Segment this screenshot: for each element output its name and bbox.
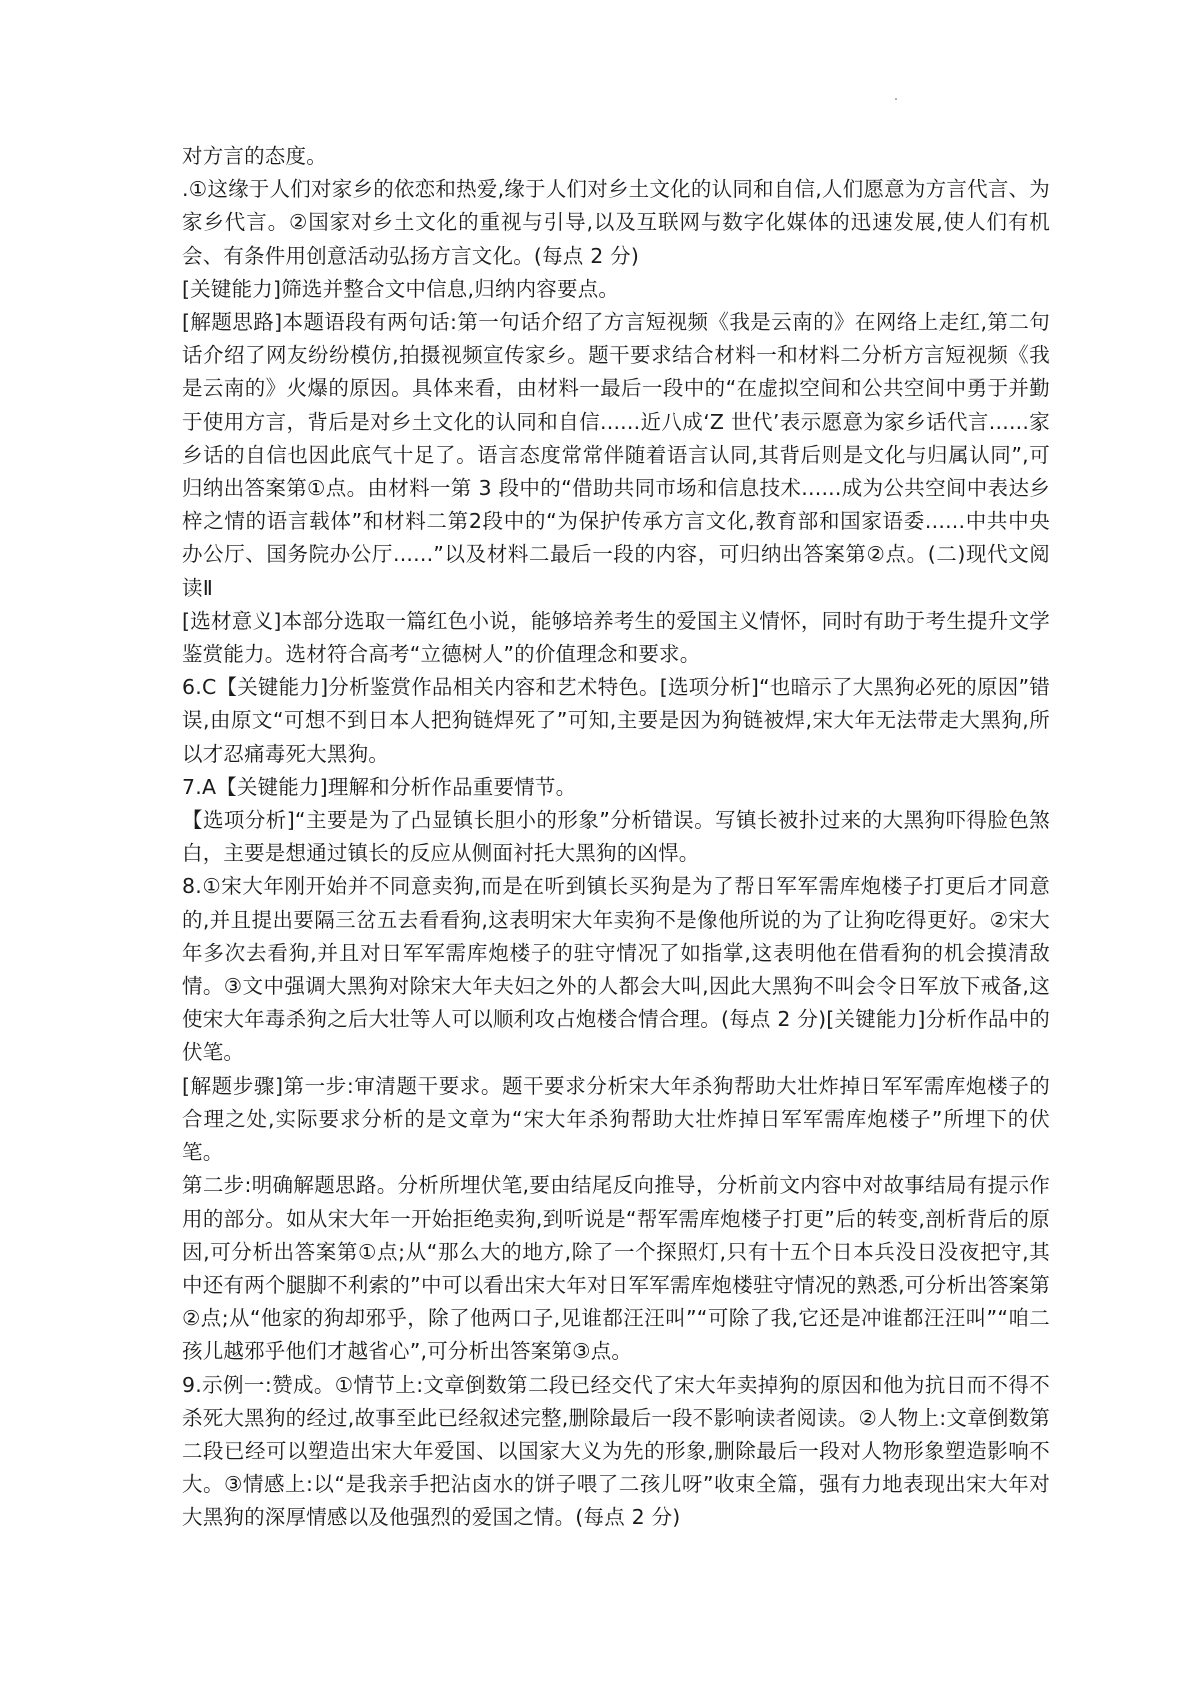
paragraph-8: 【选项分析]“主要是为了凸显镇长胆小的形象”分析错误。写镇长被扑过来的大黑狗吓得脸色煞白，主要是想通过镇长的反应从侧面衬托大黑狗的凶悍。 bbox=[182, 808, 1050, 866]
paragraph-5: [选材意义]本部分选取一篇红色小说，能够培养考生的爱国主义情怀，同时有助于考生提升文学鉴赏能力。选材符合高考“立德树人”的价值理念和要求。 bbox=[182, 608, 1050, 667]
paragraph-3: [关键能力]筛选并整合文中信息,归纳内容要点。 bbox=[182, 276, 620, 301]
paragraph-6: 6.C【关键能力]分析鉴赏作品相关内容和艺术特色。[选项分析]“也暗示了大黑狗必死的原因”错误,由原文“可想不到日本人把狗链焊死了”可知,主要是因为狗链被焊,宋大年无法带走大黑狗,所以才忍痛毒死大黑狗。 bbox=[182, 675, 1050, 766]
scan-speck bbox=[895, 98, 897, 100]
paragraph-7: 7.A【关键能力]理解和分析作品重要情节。 bbox=[182, 774, 577, 799]
paragraph-10: [解题步骤]第一步:审清题干要求。题干要求分析宋大年杀狗帮助大壮炸掉日军军需库炮楼子的合理之处,实际要求分析的是文章为“宋大年杀狗帮助大壮炸掉日军军需库炮楼子”所埋下的伏笔。 bbox=[182, 1073, 1050, 1165]
paragraph-4: [解题思路]本题语段有两句话:第一句话介绍了方言短视频《我是云南的》在网络上走红,第二句话介绍了网友纷纷模仿,拍摄视频宣传家乡。题干要求结合材料一和材料二分析方言短视频《我是云南的》火爆的原因。具体来看，由材料一最后一段中的“在虚拟空间和公共空间中勇于并勤于使用方言，背后是对乡土文化的认同和自信......近八成‘Z 世代’表示愿意为家乡话代言......家乡话的自信也因此底气十足了。语言态度常常伴随着语言认同,其背后则是文化与归属认同”,可归纳出答案第①点。由材料一第 3 段中的“借助共同市场和信息技术......成为公共空间中表达乡梓之情的语言载体”和材料二第2段中的“为保护传承方言文化,教育部和国家语委......中共中央办公厅、国务院办公厅......”以及材料二最后一段的内容，可归纳出答案第②点。(二)现代文阅读Ⅱ bbox=[182, 310, 1050, 600]
paragraph-9: 8.①宋大年刚开始并不同意卖狗,而是在听到镇长买狗是为了帮日军军需库炮楼子打更后才同意的,并且提出要隔三岔五去看看狗,这表明宋大年卖狗不是像他所说的为了让狗吃得更好。②宋大年多次去看狗,并且对日军军需库炮楼子的驻守情况了如指掌,这表明他在借看狗的机会摸清敌情。③文中强调大黑狗对除宋大年夫妇之外的人都会大叫,因此大黑狗不叫会令日军放下戒备,这使宋大年毒杀狗之后大壮等人可以顺利攻占炮楼合情合理。(每点 2 分)[关键能力]分析作品中的伏笔。 bbox=[182, 874, 1050, 1065]
paragraph-2: .①这缘于人们对家乡的依恋和热爱,缘于人们对乡土文化的认同和自信,人们愿意为方言代言、为家乡代言。②国家对乡土文化的重视与引导,以及互联网与数字化媒体的迅速发展,使人们有机会、有条件用创意活动弘扬方言文化。(每点 2 分) bbox=[182, 177, 1050, 268]
paragraph-1: 对方言的态度。 bbox=[182, 144, 327, 168]
paragraph-11: 第二步:明确解题思路。分析所埋伏笔,要由结尾反向推导，分析前文内容中对故事结局有提示作用的部分。如从宋大年一开始拒绝卖狗,到听说是“帮军需库炮楼子打更”后的转变,剖析背后的原因,可分析出答案第①点;从“那么大的地方,除了一个探照灯,只有十五个日本兵没日没夜把守,其中还有两个腿脚不利索的”中可以看出宋大年对日军军需库炮楼驻守情况的熟悉,可分析出答案第②点;从“他家的狗却邪乎，除了他两口子,见谁都汪汪叫”“可除了我,它还是冲谁都汪汪叫”“咱二孩儿越邪乎他们才越省心”,可分析出答案第③点。 bbox=[182, 1173, 1050, 1364]
paragraph-12: 9.示例一:赞成。①情节上:文章倒数第二段已经交代了宋大年卖掉狗的原因和他为抗日而不得不杀死大黑狗的经过,故事至此已经叙述完整,删除最后一段不影响读者阅读。②人物上:文章倒数第二段已经可以塑造出宋大年爱国、以国家大义为先的形象,删除最后一段对人物形象塑造影响不大。③情感上:以“是我亲手把沾卤水的饼子喂了二孩儿呀”收束全篇，强有力地表现出宋大年对大黑狗的深厚情感以及他强烈的爱国之情。(每点 2 分) bbox=[182, 1372, 1050, 1530]
